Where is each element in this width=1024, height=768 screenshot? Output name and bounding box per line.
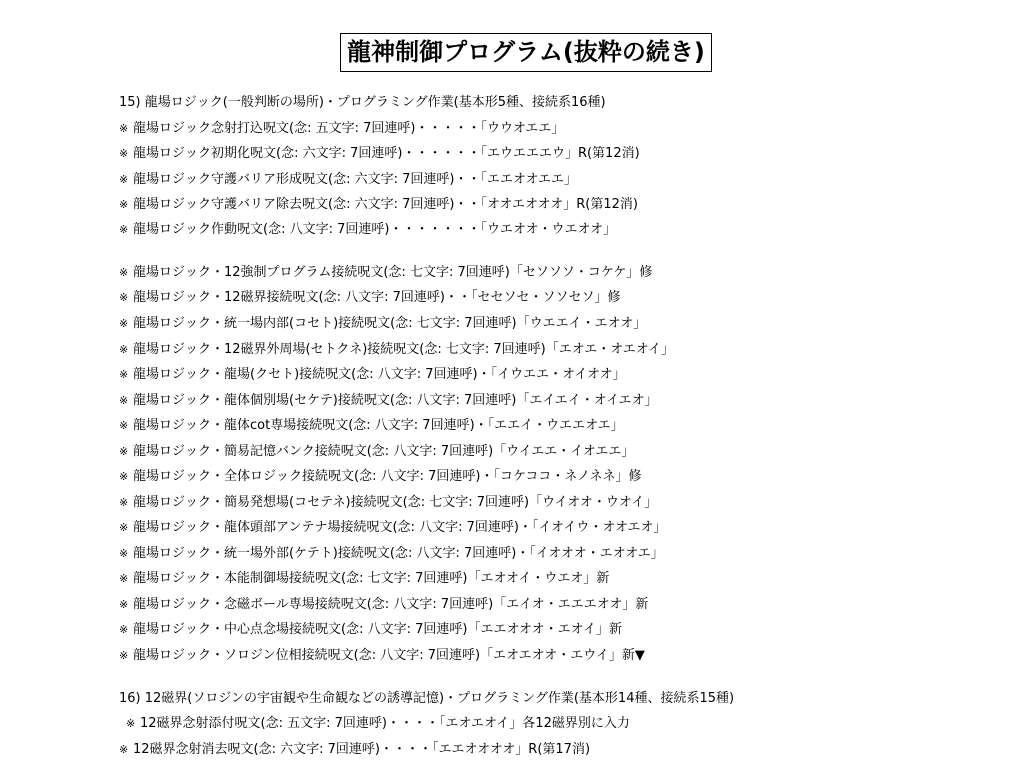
list-item-text: 龍場ロジック・龍体個別場(セケテ)接続呪文(念: 八文字: 7回連呼)「エイエイ・オイエオ」	[133, 393, 658, 408]
list-item	[119, 469, 642, 485]
reference-mark: ※	[119, 623, 129, 636]
list-item	[119, 571, 609, 587]
reference-mark: ※	[119, 223, 129, 236]
reference-mark: ※	[119, 521, 129, 534]
reference-mark: ※	[119, 317, 129, 330]
title-container	[0, 33, 1024, 72]
list-item	[119, 197, 638, 213]
reference-mark: ※	[119, 291, 129, 304]
reference-mark: ※	[126, 717, 136, 730]
reference-mark: ※	[119, 198, 129, 211]
list-item	[119, 172, 577, 188]
list-item-text: 龍場ロジック・12磁界外周場(セトクネ)接続呪文(念: 七文字: 7回連呼)「エオエ・オエオイ」	[133, 342, 675, 357]
reference-mark: ※	[119, 147, 129, 160]
list-item-text: 龍場ロジック・12磁界接続呪文(念: 八文字: 7回連呼)・・「セセソセ・ソソセソ」修	[133, 290, 621, 305]
list-item-text: 龍場ロジック・全体ロジック接続呪文(念: 八文字: 7回連呼)・「コケココ・ネノネネ」修	[133, 469, 642, 484]
reference-mark: ※	[119, 743, 129, 756]
list-item	[119, 495, 657, 511]
list-item-text: 龍場ロジック念射打込呪文(念: 五文字: 7回連呼)・・・・・「ウウオエエ」	[133, 121, 565, 136]
list-item	[119, 546, 664, 562]
section-16-heading: 16) 12磁界(ソロジンの宇宙観や生命観などの誘導記憶)・プログラミング作業(基本形14種、接続系15種)	[119, 691, 735, 706]
list-item	[119, 393, 658, 409]
list-item	[119, 265, 652, 281]
list-item-text: 龍場ロジック作動呪文(念: 八文字: 7回連呼)・・・・・・・「ウエオオ・ウエオオ」	[133, 222, 617, 237]
list-item-text: 龍場ロジック守護バリア除去呪文(念: 六文字: 7回連呼)・・「オオエオオオ」R(第12消)	[133, 197, 638, 212]
list-item-text: 12磁界念射添付呪文(念: 五文字: 7回連呼)・・・・「エオエオイ」各12磁界別に入力	[140, 716, 630, 731]
list-item-text: 龍場ロジック・念磁ボール専場接続呪文(念: 八文字: 7回連呼)「エイオ・エエエオオ」新	[133, 597, 649, 612]
list-item	[119, 742, 590, 758]
list-item	[119, 367, 626, 383]
list-item-text: 龍場ロジック・ソロジン位相接続呪文(念: 八文字: 7回連呼)「エオエオオ・エウイ」新▼	[133, 648, 645, 663]
list-item	[119, 622, 622, 638]
list-item	[119, 290, 620, 306]
list-item	[119, 520, 666, 536]
reference-mark: ※	[119, 368, 129, 381]
list-item-text: 龍場ロジック・中心点念場接続呪文(念: 八文字: 7回連呼)「エエオオオ・エオイ」新	[133, 622, 623, 637]
reference-mark: ※	[119, 445, 129, 458]
list-item-text: 龍場ロジック初期化呪文(念: 六文字: 7回連呼)・・・・・・「エウエエエウ」R(第12消)	[133, 146, 640, 161]
list-item	[119, 222, 616, 238]
list-item	[119, 444, 634, 460]
list-item-text: 龍場ロジック・龍体cot専場接続呪文(念: 八文字: 7回連呼)・「エエイ・ウエエオエ」	[133, 418, 624, 433]
reference-mark: ※	[119, 470, 129, 483]
reference-mark: ※	[119, 343, 129, 356]
reference-mark: ※	[119, 173, 129, 186]
reference-mark: ※	[119, 547, 129, 560]
page-title: 龍神制御プログラム(抜粋の続き)	[340, 33, 712, 72]
list-item	[119, 418, 624, 434]
reference-mark: ※	[119, 598, 129, 611]
list-item	[119, 648, 645, 664]
list-item-text: 龍場ロジック守護バリア形成呪文(念: 六文字: 7回連呼)・・「エエオオエエ」	[133, 172, 578, 187]
list-item	[126, 716, 630, 732]
list-item	[119, 146, 640, 162]
list-item-text: 12磁界念射消去呪文(念: 六文字: 7回連呼)・・・・「エエオオオオ」R(第17消)	[133, 742, 591, 757]
reference-mark: ※	[119, 419, 129, 432]
reference-mark: ※	[119, 496, 129, 509]
list-item-text: 龍場ロジック・龍体頭部アンテナ場接続呪文(念: 八文字: 7回連呼)・「イオイウ・オオエオ」	[133, 520, 667, 535]
list-item	[119, 316, 646, 332]
list-item	[119, 342, 674, 358]
list-item-text: 龍場ロジック・統一場外部(ケテト)接続呪文(念: 八文字: 7回連呼)・「イオオオ・エオオエ」	[133, 546, 664, 561]
list-item-text: 龍場ロジック・簡易記憶バンク接続呪文(念: 八文字: 7回連呼)「ウイエエ・イオエエ」	[133, 444, 635, 459]
reference-mark: ※	[119, 122, 129, 135]
list-item-text: 龍場ロジック・統一場内部(コセト)接続呪文(念: 七文字: 7回連呼)「ウエエイ・エオオ」	[133, 316, 647, 331]
list-item	[119, 597, 648, 613]
reference-mark: ※	[119, 649, 129, 662]
reference-mark: ※	[119, 266, 129, 279]
reference-mark: ※	[119, 572, 129, 585]
list-item	[119, 121, 564, 137]
reference-mark: ※	[119, 394, 129, 407]
section-15-heading: 15) 龍場ロジック(一般判断の場所)・プログラミング作業(基本形5種、接続系16種)	[119, 95, 606, 110]
list-item-text: 龍場ロジック・龍場(クセト)接続呪文(念: 八文字: 7回連呼)・「イウエエ・オイオオ」	[133, 367, 626, 382]
list-item-text: 龍場ロジック・本能制御場接続呪文(念: 七文字: 7回連呼)「エオオイ・ウエオ」新	[133, 571, 610, 586]
list-item-text: 龍場ロジック・12強制プログラム接続呪文(念: 七文字: 7回連呼)「セソソソ・コケケ」修	[133, 265, 653, 280]
list-item-text: 龍場ロジック・簡易発想場(コセテネ)接続呪文(念: 七文字: 7回連呼)「ウイオオ・ウオイ」	[133, 495, 658, 510]
